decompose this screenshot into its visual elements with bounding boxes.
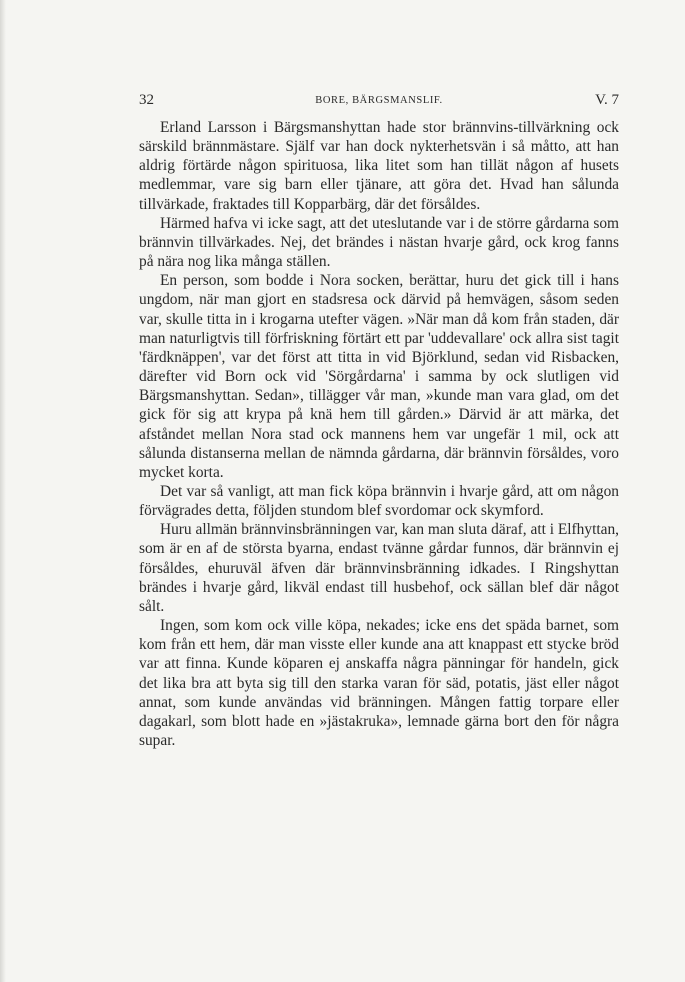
page-header	[139, 92, 619, 112]
paragraph: Det var så vanligt, att man fick köpa brännvin i hvarje gård, att om någon förvägrades detta, följden stundom blef svordomar ock skymford.	[139, 482, 619, 520]
paragraph: En person, som bodde i Nora socken, berättar, huru det gick till i hans ungdom, när man gjort en stadsresa ock därvid på hemvägen, såsom seden var, skulle titta in i krogarna utefter vägen. »När man då kom från staden, där man naturligtvis till förfriskning förtärt ett par 'uddevallare' ock allra sist tagit 'färdknäppen', var det först att titta in vid Björklund, sedan vid Risbacken, därefter vid Born ock vid 'Sörgårdarna' i samma by ock slutligen vid Bärgsmanshyttan. Sedan», tillägger vår man, »kunde man vara glad, om det gick för sig att krypa på knä hem till gården.» Därvid är att märka, det afståndet mellan Nora stad ock mannens hem var ungefär 1 mil, ock att sålunda distanserna mellan de nämnda gårdarna, där brännvin försåldes, voro mycket korta.	[139, 272, 619, 481]
paragraph: Ingen, som kom ock ville köpa, nekades; icke ens det späda barnet, som kom från ett hem, där man visste eller kunde ana att knappast ett stycke bröd var att finna. Kunde köparen ej anskaffa några pänningar för handeln, gick det lika bra att byta sig till den starka varan för säd, potatis, jäst eller något annat, som kunde användas vid bränningen. Mången fattig torpare eller dagakarl, som blott hade en »jästakruka», lemnade gärna bort den för några supar.	[139, 617, 619, 749]
paragraph: Erland Larsson i Bärgsmanshyttan hade stor brännvins-tillvärkning ock särskild brännmästare. Själf var han dock nykterhetsvän i så måtto, att han aldrig förtärde någon spirituosa, lika litet som han tillät någon af husets medlemmar, vare sig barn eller tjänare, att göra det. Hvad han sålunda tillvärkade, fraktades till Kopparbärg, där det försåldes.	[139, 119, 619, 213]
page-edge-shadow	[0, 0, 6, 982]
paragraph: Härmed hafva vi icke sagt, att det uteslutande var i de större gårdarna som brännvin tillvärkades. Nej, det brändes i nästan hvarje gård, ock krog fanns på nära nog lika många ställen.	[139, 214, 619, 271]
volume-label: V. 7	[595, 92, 619, 108]
page-body	[139, 118, 619, 750]
page-number: 32	[139, 92, 154, 108]
paragraph: Huru allmän brännvinsbränningen var, kan man sluta däraf, att i Elfhyttan, som är en af de största byarna, endast tvänne gårdar funnos, där brännvin ej försåldes, ehuruväl äfven där brännvinsbränning idkades. I Ringshyttan brändes i hvarje gård, likväl endast till husbehof, ock sällan blef där något sålt.	[139, 521, 619, 615]
running-title: BORE, BÄRGSMANSLIF.	[315, 95, 443, 106]
